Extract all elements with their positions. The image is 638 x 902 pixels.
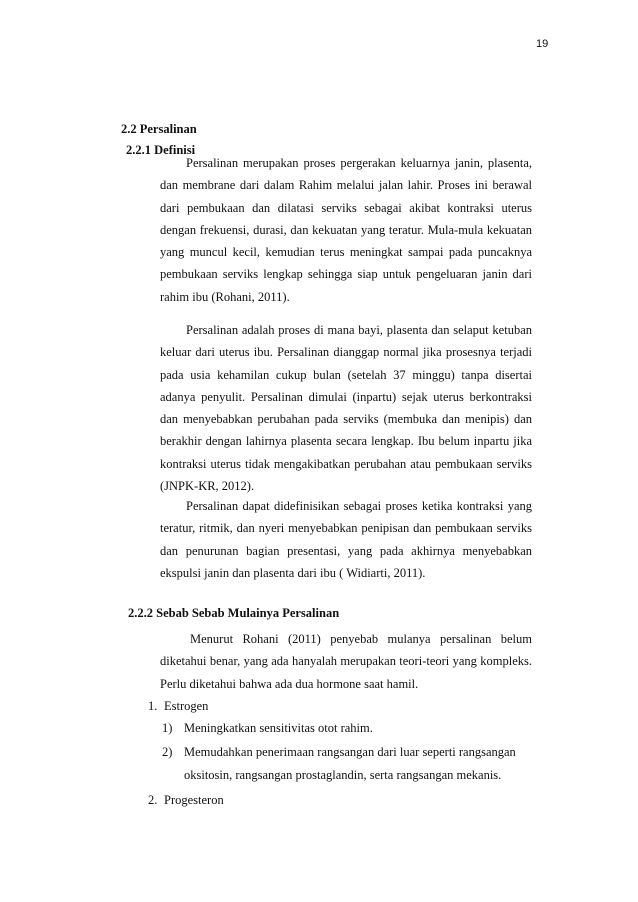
sublist-number: 2) <box>162 745 173 759</box>
sublist-text: Meningkatkan sensitivitas otot rahim. <box>184 721 373 735</box>
section-heading: 2.2 Persalinan <box>121 122 197 136</box>
paragraph-definisi-1: Persalinan merupakan proses pergerakan keluarnya janin, plasenta, dan membrane dari dalam Rahim melalui jalan lahir. Proses ini berawal dari pembukaan dan dilatasi serviks sebagai akibat kontraksi uterus dengan frekuensi, durasi, dan kekuatan yang teratur. Mula-mula kekuatan yang muncul kecil, kemudian terus meningkat sampai pada puncaknya pembukaan serviks lengkap sehingga siap untuk pengeluaran janin dari rahim ibu (Rohani, 2011). <box>160 156 532 304</box>
list-label: Estrogen <box>164 699 209 713</box>
sublist-item-2 <box>162 745 516 760</box>
subsection-heading-sebab: 2.2.2 Sebab Sebab Mulainya Persalinan <box>128 606 340 620</box>
list-number: 1. <box>148 699 158 713</box>
sublist-text: Memudahkan penerimaan rangsangan dari luar seperti rangsangan <box>184 745 516 759</box>
list-label: Progesteron <box>164 793 224 807</box>
paragraph-sebab-intro: Menurut Rohani (2011) penyebab mulanya persalinan belum diketahui benar, yang ada hanyalah merupakan teori-teori yang kompleks. Perlu diketahui bahwa ada dua hormone saat hamil. <box>160 632 532 691</box>
paragraph-definisi-2: Persalinan adalah proses di mana bayi, plasenta dan selaput ketuban keluar dari uterus ibu. Persalinan dianggap normal jika prosesnya terjadi pada usia kehamilan cukup bulan (setelah 37 minggu) tanpa disertai adanya penyulit. Persalinan dimulai (inpartu) sejak uterus berkontraksi dan menyebabkan perubahan pada serviks (membuka dan menipis) dan berakhir dengan lahirnya plasenta secara lengkap. Ibu belum inpartu jika kontraksi uterus tidak mengakibatkan perubahan atau pembukaan serviks (JNPK-KR, 2012). <box>160 323 532 494</box>
sublist-number: 1) <box>162 721 173 735</box>
list-number: 2. <box>148 793 158 807</box>
sublist-item-1 <box>162 721 373 736</box>
list-item-estrogen <box>148 699 208 714</box>
subsection-heading-definisi: 2.2.1 Definisi <box>126 143 196 157</box>
list-item-progesteron <box>148 793 224 808</box>
page-number: 19 <box>536 38 549 50</box>
sublist-item-2-continuation: oksitosin, rangsangan prostaglandin, serta rangsangan mekanis. <box>184 768 502 782</box>
paragraph-definisi-3: Persalinan dapat didefinisikan sebagai proses ketika kontraksi yang teratur, ritmik, dan nyeri menyebabkan penipisan dan pembukaan serviks dan penurunan bagian presentasi, yang pada akhirnya menyebabkan ekspulsi janin dan plasenta dari ibu ( Widiarti, 2011). <box>160 499 532 580</box>
